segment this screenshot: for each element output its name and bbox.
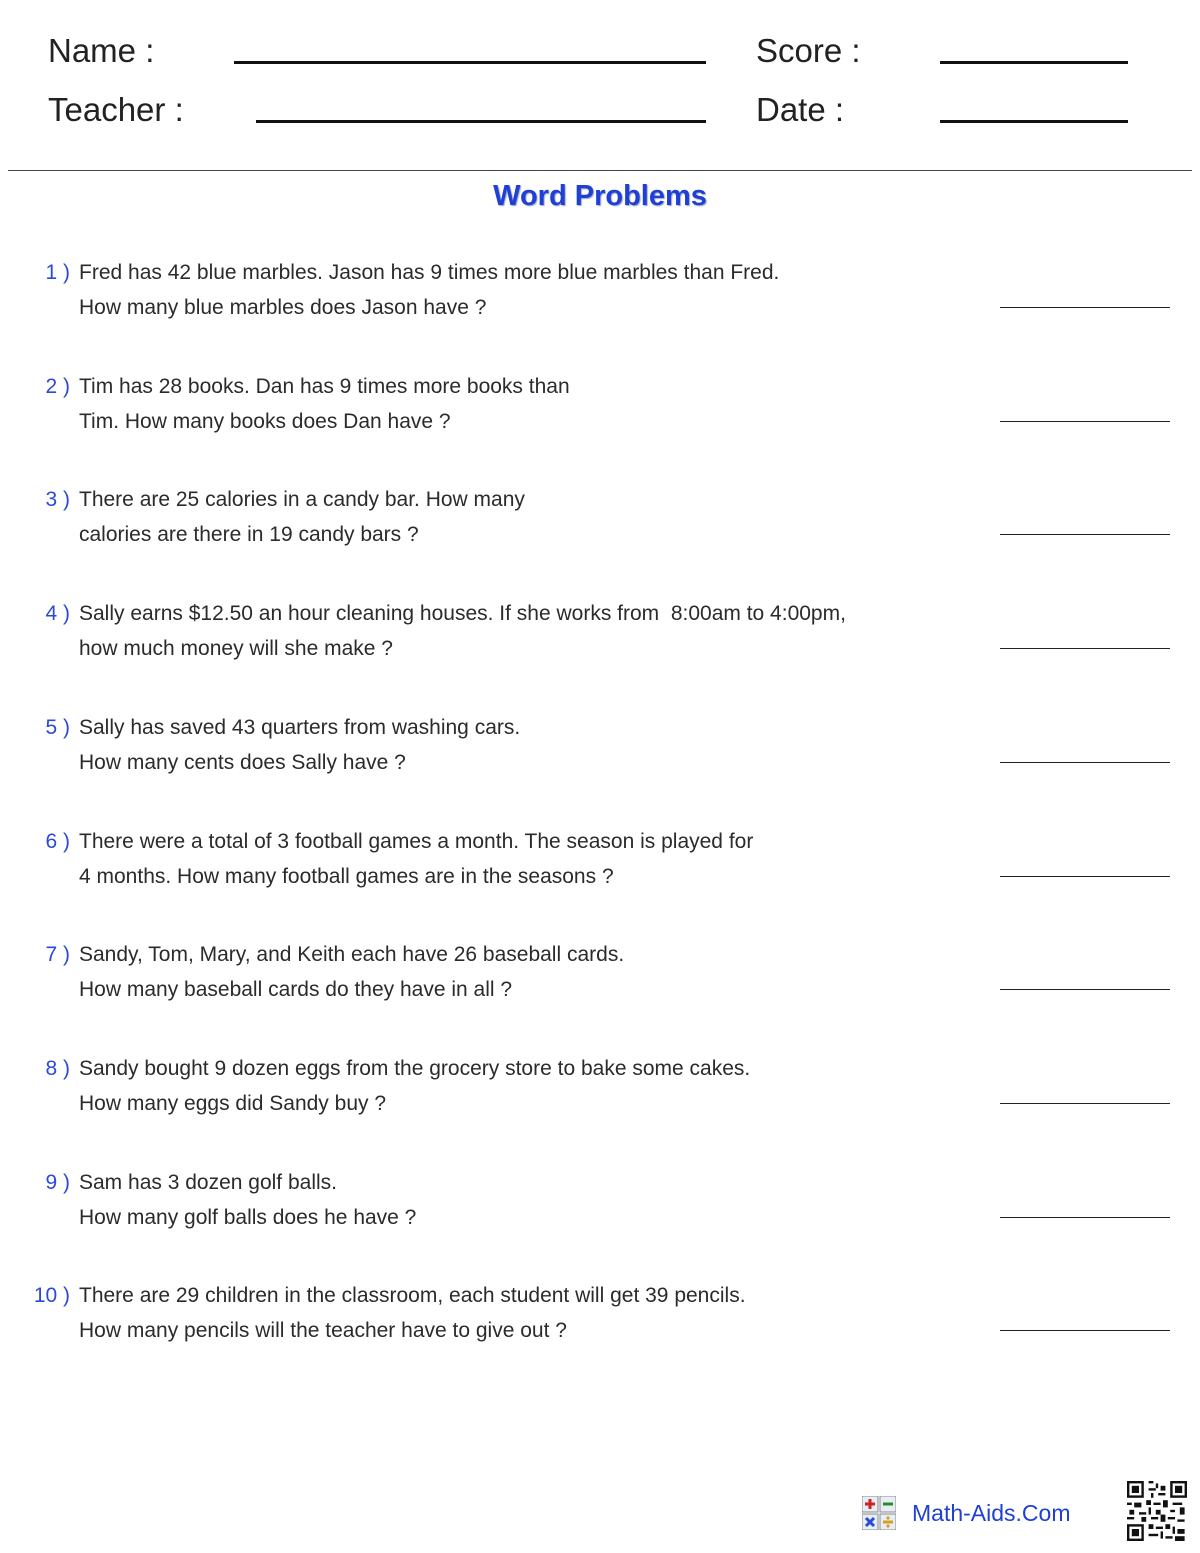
problem-line-1: There were a total of 3 football games a month. The season is played for: [79, 829, 754, 853]
problem-line-2: 4 months. How many football games are in the seasons ?: [79, 864, 614, 888]
problem-line-2: How many blue marbles does Jason have ?: [79, 296, 487, 319]
problem-item: [0, 710, 1200, 790]
problem-number: 4 ): [45, 602, 70, 626]
problem-line-2: How many cents does Sally have ?: [79, 750, 406, 774]
problem-line-1: Sally has saved 43 quarters from washing cars.: [79, 715, 521, 739]
problem-item: [0, 1165, 1200, 1245]
problem-line-1: Fred has 42 blue marbles. Jason has 9 times more blue marbles than Fred.: [79, 261, 780, 284]
problem-number: 7 ): [45, 943, 70, 967]
problem-line-1: Sam has 3 dozen golf balls.: [79, 1170, 337, 1194]
site-name[interactable]: Math-Aids.Com: [912, 1500, 1071, 1526]
problem-text: [79, 1051, 979, 1121]
problem-line-1: Sandy, Tom, Mary, and Keith each have 26 baseball cards.: [79, 943, 625, 967]
problem-text: [79, 824, 979, 894]
answer-blank[interactable]: [1000, 876, 1170, 877]
problem-number: 10 ): [33, 1284, 70, 1308]
page-title: Word Problems: [493, 180, 707, 212]
answer-blank[interactable]: [1000, 762, 1170, 763]
name-field[interactable]: [234, 61, 706, 64]
problem-item: [0, 1278, 1200, 1358]
problem-item: [0, 937, 1200, 1017]
qr-code-icon: [1127, 1481, 1187, 1541]
answer-blank[interactable]: [1000, 989, 1170, 990]
date-label: Date :: [756, 91, 845, 128]
name-label: Name :: [48, 32, 155, 69]
problem-line-2: Tim. How many books does Dan have ?: [79, 409, 451, 433]
math-aids-logo-icon: [862, 1496, 896, 1530]
problem-item: [0, 255, 1200, 335]
header-divider: [8, 170, 1192, 171]
problem-line-2: calories are there in 19 candy bars ?: [79, 523, 419, 547]
problem-text: [79, 937, 979, 1007]
problem-item: [0, 824, 1200, 904]
problem-text: [79, 1278, 979, 1348]
problem-item: [0, 596, 1200, 676]
problem-number: 2 ): [45, 374, 70, 398]
answer-blank[interactable]: [1000, 1103, 1170, 1104]
problem-number: 3 ): [45, 488, 70, 512]
problem-line-1: There are 29 children in the classroom, each student will get 39 pencils.: [79, 1284, 746, 1308]
answer-blank[interactable]: [1000, 1217, 1170, 1218]
problem-line-1: Sandy bought 9 dozen eggs from the grocery store to bake some cakes.: [79, 1056, 751, 1080]
problem-text: [79, 482, 979, 552]
date-field[interactable]: [940, 120, 1128, 123]
problem-text: [79, 369, 979, 439]
problem-line-2: How many pencils will the teacher have to give out ?: [79, 1319, 567, 1343]
problem-number: 6 ): [45, 829, 70, 853]
problem-line-2: How many baseball cards do they have in all ?: [79, 978, 513, 1002]
problem-number: 9 ): [45, 1170, 70, 1194]
problem-text: [79, 255, 979, 325]
problem-line-2: How many eggs did Sandy buy ?: [79, 1091, 387, 1115]
answer-blank[interactable]: [1000, 307, 1170, 308]
teacher-field[interactable]: [256, 120, 706, 123]
problem-item: [0, 482, 1200, 562]
problem-item: [0, 369, 1200, 449]
problem-number: 5 ): [45, 715, 70, 739]
problem-item: [0, 1051, 1200, 1131]
score-field[interactable]: [940, 61, 1128, 64]
problem-line-1: Sally earns $12.50 an hour cleaning houses. If she works from 8:00am to 4:00pm,: [79, 602, 846, 626]
score-label: Score :: [756, 32, 861, 69]
problem-line-1: Tim has 28 books. Dan has 9 times more books than: [79, 374, 570, 398]
problem-line-2: How many golf balls does he have ?: [79, 1205, 417, 1229]
problem-number: 1 ): [45, 261, 70, 284]
problem-text: [79, 1165, 979, 1235]
problem-line-1: There are 25 calories in a candy bar. How many: [79, 488, 525, 512]
problem-text: [79, 710, 979, 780]
answer-blank[interactable]: [1000, 534, 1170, 535]
problem-line-2: how much money will she make ?: [79, 637, 393, 661]
teacher-label: Teacher :: [48, 91, 184, 128]
answer-blank[interactable]: [1000, 421, 1170, 422]
answer-blank[interactable]: [1000, 648, 1170, 649]
problem-number: 8 ): [45, 1056, 70, 1080]
problem-text: [79, 596, 979, 666]
answer-blank[interactable]: [1000, 1330, 1170, 1331]
